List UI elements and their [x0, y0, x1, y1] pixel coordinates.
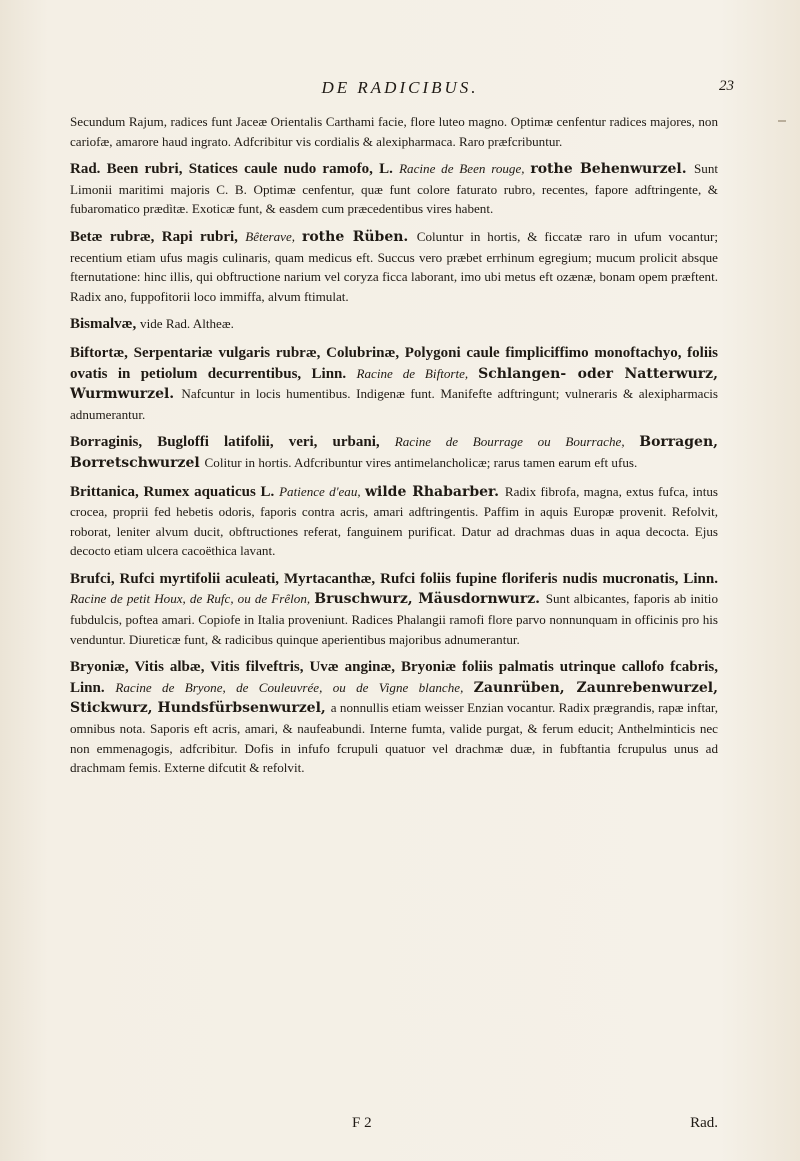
- paragraph-german-name: Borragen, Borretschwurzel: [70, 434, 718, 471]
- paragraph-text: Nafcuntur in locis humentibus. Indigenæ funt. Manifefte adftringunt; vulneraris & alexipharmacis adnumerantur.: [70, 386, 718, 422]
- paragraph-lead: Betæ rubræ, Rapi rubri,: [70, 228, 246, 245]
- paragraph-lead: Brufci, Rufci myrtifolii aculeati, Myrtacanthæ, Rufci foliis fupine floriferis nudis mucronatis, Linn.: [70, 570, 718, 587]
- running-title: DE RADICIBUS.: [321, 78, 479, 97]
- paragraph: [70, 314, 718, 335]
- paragraph: [70, 657, 718, 778]
- paragraph-text: Secundum Rajum, radices funt Jaceæ Orientalis Carthami facie, flore luteo magno. Optimæ cenfentur radices majores, non cariofæ, amarore haud ingrato. Adfcribitur vis cordialis & alexipharmaca. Raro præfcribuntur.: [70, 114, 718, 149]
- paragraph-text: Colitur in hortis. Adfcribuntur vires antimelancholicæ; rarus tamen earum eft ufus.: [204, 454, 638, 470]
- paragraph: [70, 112, 718, 151]
- paragraph: [70, 159, 718, 219]
- paragraph-text: a nonnullis etiam weisser Enzian vocantur. Radix prægrandis, rapæ inftar, omnibus nota. Saporis eft acris, amari, & naufeabundi. Interne fumta, valide purgat, & ferum educit; Anthelminticis nec non emmenagogis, adfcribitur. Dofis in infufo fcrupuli quatuor vel drachmæ duæ, in fubftantia fcrupulus unus ad drachmam femis. Externe difcutit & refolvit.: [70, 700, 719, 776]
- paragraph-text: Sunt Limonii maritimi majoris C. B. Optimæ cenfentur, quæ funt colore faturato rubro, recentes, fapore adftringente, & fubaromatico prædìtæ. Exoticæ funt, & easdem cum præcedentibus vires habent.: [70, 161, 718, 217]
- body-text: [70, 112, 718, 786]
- paragraph: [70, 227, 718, 306]
- paragraph-german-name: rothe Behenwurzel.: [530, 161, 694, 178]
- paragraph-german-name: rothe Rüben.: [301, 228, 417, 245]
- paragraph-text: vide Rad. Altheæ.: [140, 316, 234, 332]
- paragraph-french-name: Racine de Bryone, de Couleuvrée, ou de Vigne blanche,: [115, 679, 474, 695]
- signature-mark: F 2: [352, 1115, 372, 1131]
- paragraph-french-name: Patience d'eau,: [279, 483, 365, 499]
- catchword: Rad.: [690, 1115, 718, 1131]
- paragraph-lead: Brittanica, Rumex aquaticus L.: [70, 483, 280, 500]
- paper-edge-mark: [778, 120, 786, 122]
- paragraph-lead: Bismalvæ,: [70, 316, 141, 333]
- paragraph: [70, 432, 718, 473]
- paragraph-german-name: Zaunrüben, Zaunrebenwurzel, Stickwurz, Hundsfürbsenwurzel,: [70, 679, 718, 717]
- paragraph-lead: Biftortæ, Serpentariæ vulgaris rubræ, Colubrinæ, Polygoni caule fimpliciffimo monoftachyo, foliis ovatis in petiolum decurrentibus, Linn.: [70, 344, 718, 382]
- paragraph-text: Coluntur in hortis, & ficcatæ raro in ufum vocantur; recentium etiam ufus magis culinaris, quam medicus eft. Succus vero præbet errhinum egregium; mucum prolicit absque fternutatione: hinc illis, qui obftructione narium vel coryza ficca laborant, imo ubi metus eft ozænæ, bonam opem præftent. Radix ano, fuppofitorii loco immiffa, alvum ftimulat.: [70, 228, 718, 304]
- paragraph-lead: Rad. Been rubri, Statices caule nudo ramofo, L.: [70, 161, 400, 178]
- page-header: [0, 78, 800, 106]
- paragraph-french-name: Racine de Bourrage ou Bourrache,: [394, 434, 640, 450]
- paragraph-german-name: Schlangen- oder Natterwurz, Wurmwurzel.: [70, 365, 719, 403]
- page-number: 23: [719, 78, 734, 94]
- paragraph-french-name: Racine de Been rouge,: [399, 161, 531, 177]
- page-footer: [0, 1115, 800, 1139]
- paragraph-german-name: wilde Rhabarber.: [364, 483, 505, 500]
- paragraph-french-name: Bêterave,: [245, 228, 302, 244]
- paragraph: [70, 569, 718, 649]
- paragraph-text: Sunt albicantes, faporis ab initio fubdulcis, poftea amari. Copiofe in Italia proveniunt. Radices Phalangii ramofi flore parvo nonnunquam in officinis pro his venduntur. Diureticæ funt, & radicibus quinque aperientibus majoribus adnumerantur.: [70, 591, 718, 647]
- paragraph-german-name: Bruschwurz, Mäusdornwurz.: [314, 591, 546, 608]
- paragraph-text: Radix fibrofa, magna, extus fufca, intus crocea, proprii fed hebetis odoris, faporis contra acris, amari adftringentis. Paffim in aquis Europæ provenit. Refolvit, roborat, leniter alvum ducit, obftructiones referat, fanguinem purificat. Datur ad drachmas duas in aqua decocta. Ejus decocto etiam ulcera cacoëthica lavant.: [70, 483, 718, 559]
- paragraph-lead: Borraginis, Bugloffi latifolii, veri, urbani,: [70, 434, 395, 451]
- paragraph-french-name: Racine de petit Houx, de Rufc, ou de Frêlon,: [70, 591, 315, 607]
- paragraph-lead: Bryoniæ, Vitis albæ, Vitis filveftris, Uvæ anginæ, Bryoniæ foliis palmatis utrinque callofo fcabris, Linn.: [70, 659, 718, 696]
- paragraph: [70, 343, 718, 424]
- paragraph: [70, 482, 718, 561]
- paragraph-french-name: Racine de Biftorte,: [356, 365, 479, 381]
